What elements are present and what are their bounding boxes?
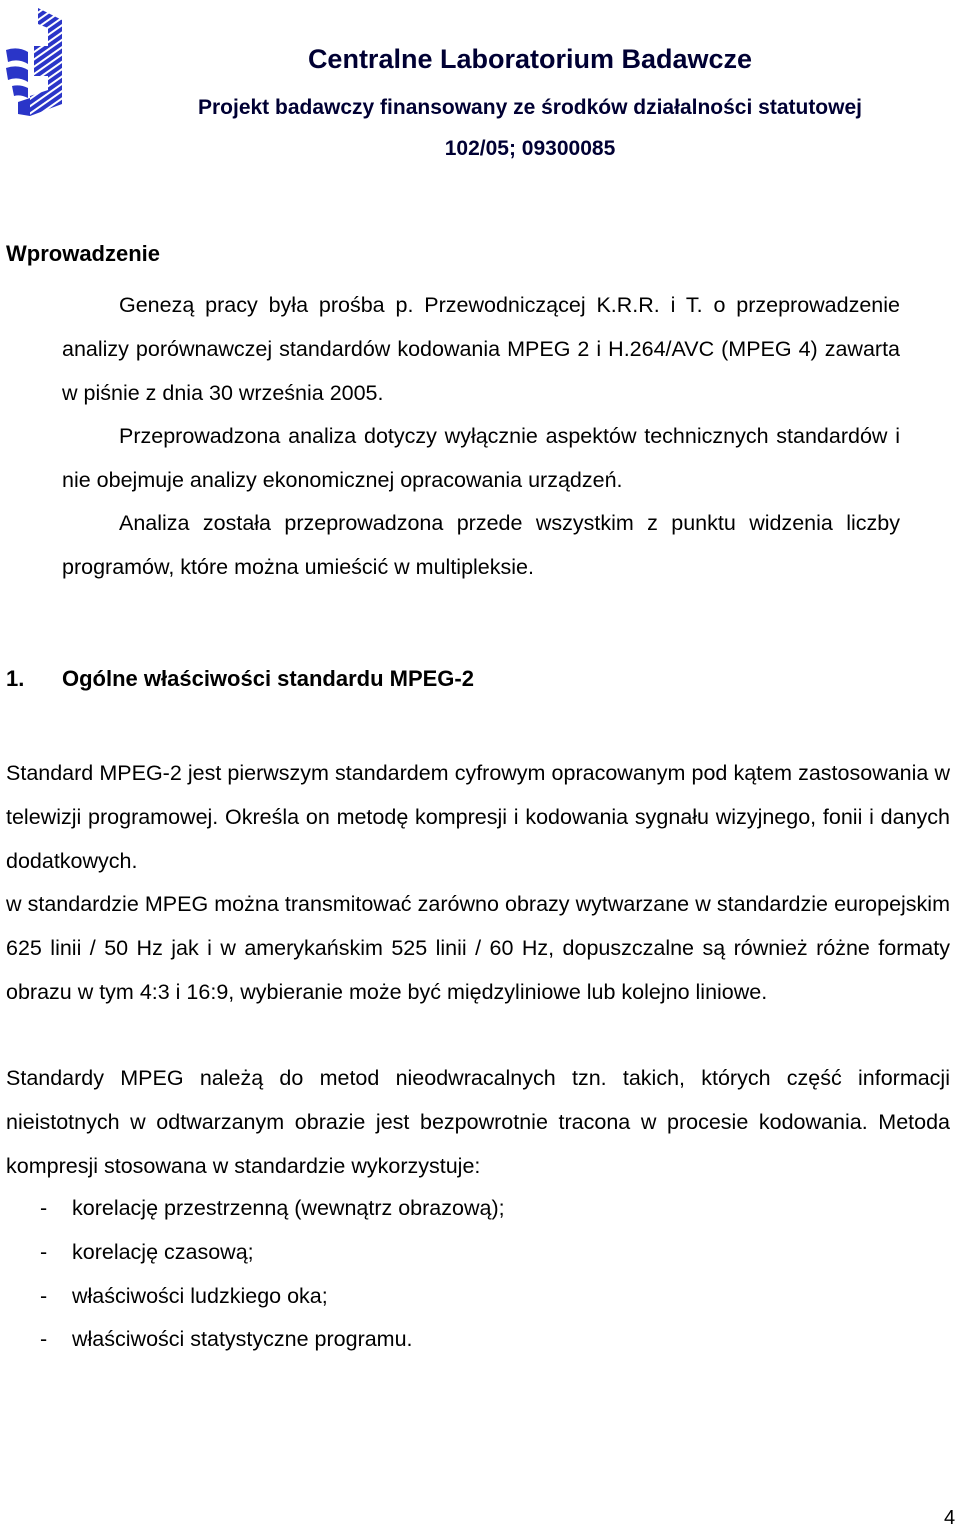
list-item-text: właściwości ludzkiego oka; [72,1283,328,1308]
list-item-text: korelację czasową; [72,1239,254,1264]
organization-title: Centralne Laboratorium Badawcze [307,44,753,74]
bullet-marker: - [40,1327,48,1352]
compression-methods-list [40,1187,505,1362]
section-1-paragraph-3: Standardy MPEG należą do metod nieodwracalnych tzn. takich, których część informacji nieistotnych w odtwarzanym obrazie jest bezpowrotnie tracona w procesie kodowania. Metoda kompresji stosowana w standardzie wykorzystuje: [6,1066,950,1178]
intro-heading: Wprowadzenie [6,241,161,266]
page-number: 4 [944,1507,956,1529]
intro-paragraph-1: Genezą pracy była prośba p. Przewodniczącej K.R.R. i T. o przeprowadzenie analizy porównawczej standardów kodowania MPEG 2 i H.264/AVC (MPEG 4) zawarta w piśnie z dnia 30 września 2005. [62,293,900,405]
project-funding-line: Projekt badawczy finansowany ze środków działalności statutowej [197,96,862,119]
list-item-text: właściwości statystyczne programu. [72,1327,413,1352]
section-1-paragraph-2: w standardzie MPEG można transmitować zarówno obrazy wytwarzane w standardzie europejskim 625 linii / 50 Hz jak i w amerykańskim 525 linii / 60 Hz, dopuszczalne są również różne formaty obrazu w tym 4:3 i 16:9, wybieranie może być międzyliniowe lub kolejno liniowe. [6,892,950,1004]
list-item [40,1231,505,1275]
section-1-paragraph-1: Standard MPEG-2 jest pierwszym standardem cyfrowym opracowanym pod kątem zastosowania w telewizji programowej. Określa on metodę kompresji i kodowania sygnału wizyjnego, fonii i danych dodatkowych. [6,761,950,873]
section-1-title: Ogólne właściwości standardu MPEG-2 [62,666,474,691]
intro-paragraph-2: Przeprowadzona analiza dotyczy wyłącznie aspektów technicznych standardów i nie obejmuje analizy ekonomicznej opracowania urządzeń. [62,424,900,492]
bullet-marker: - [40,1239,48,1264]
section-1-heading [6,666,474,692]
list-item [40,1187,505,1231]
intro-paragraph-3: Analiza została przeprowadzona przede wszystkim z punktu widzenia liczby programów, które można umieścić w multipleksie. [62,511,900,579]
bullet-marker: - [40,1283,48,1308]
list-item [40,1275,505,1319]
section-1-number: 1. [6,666,25,691]
bullet-marker: - [40,1196,48,1220]
list-item-text: korelację przestrzenną (wewnątrz obrazową); [72,1196,505,1220]
list-item [40,1318,505,1362]
project-number: 102/05; 09300085 [444,137,616,160]
